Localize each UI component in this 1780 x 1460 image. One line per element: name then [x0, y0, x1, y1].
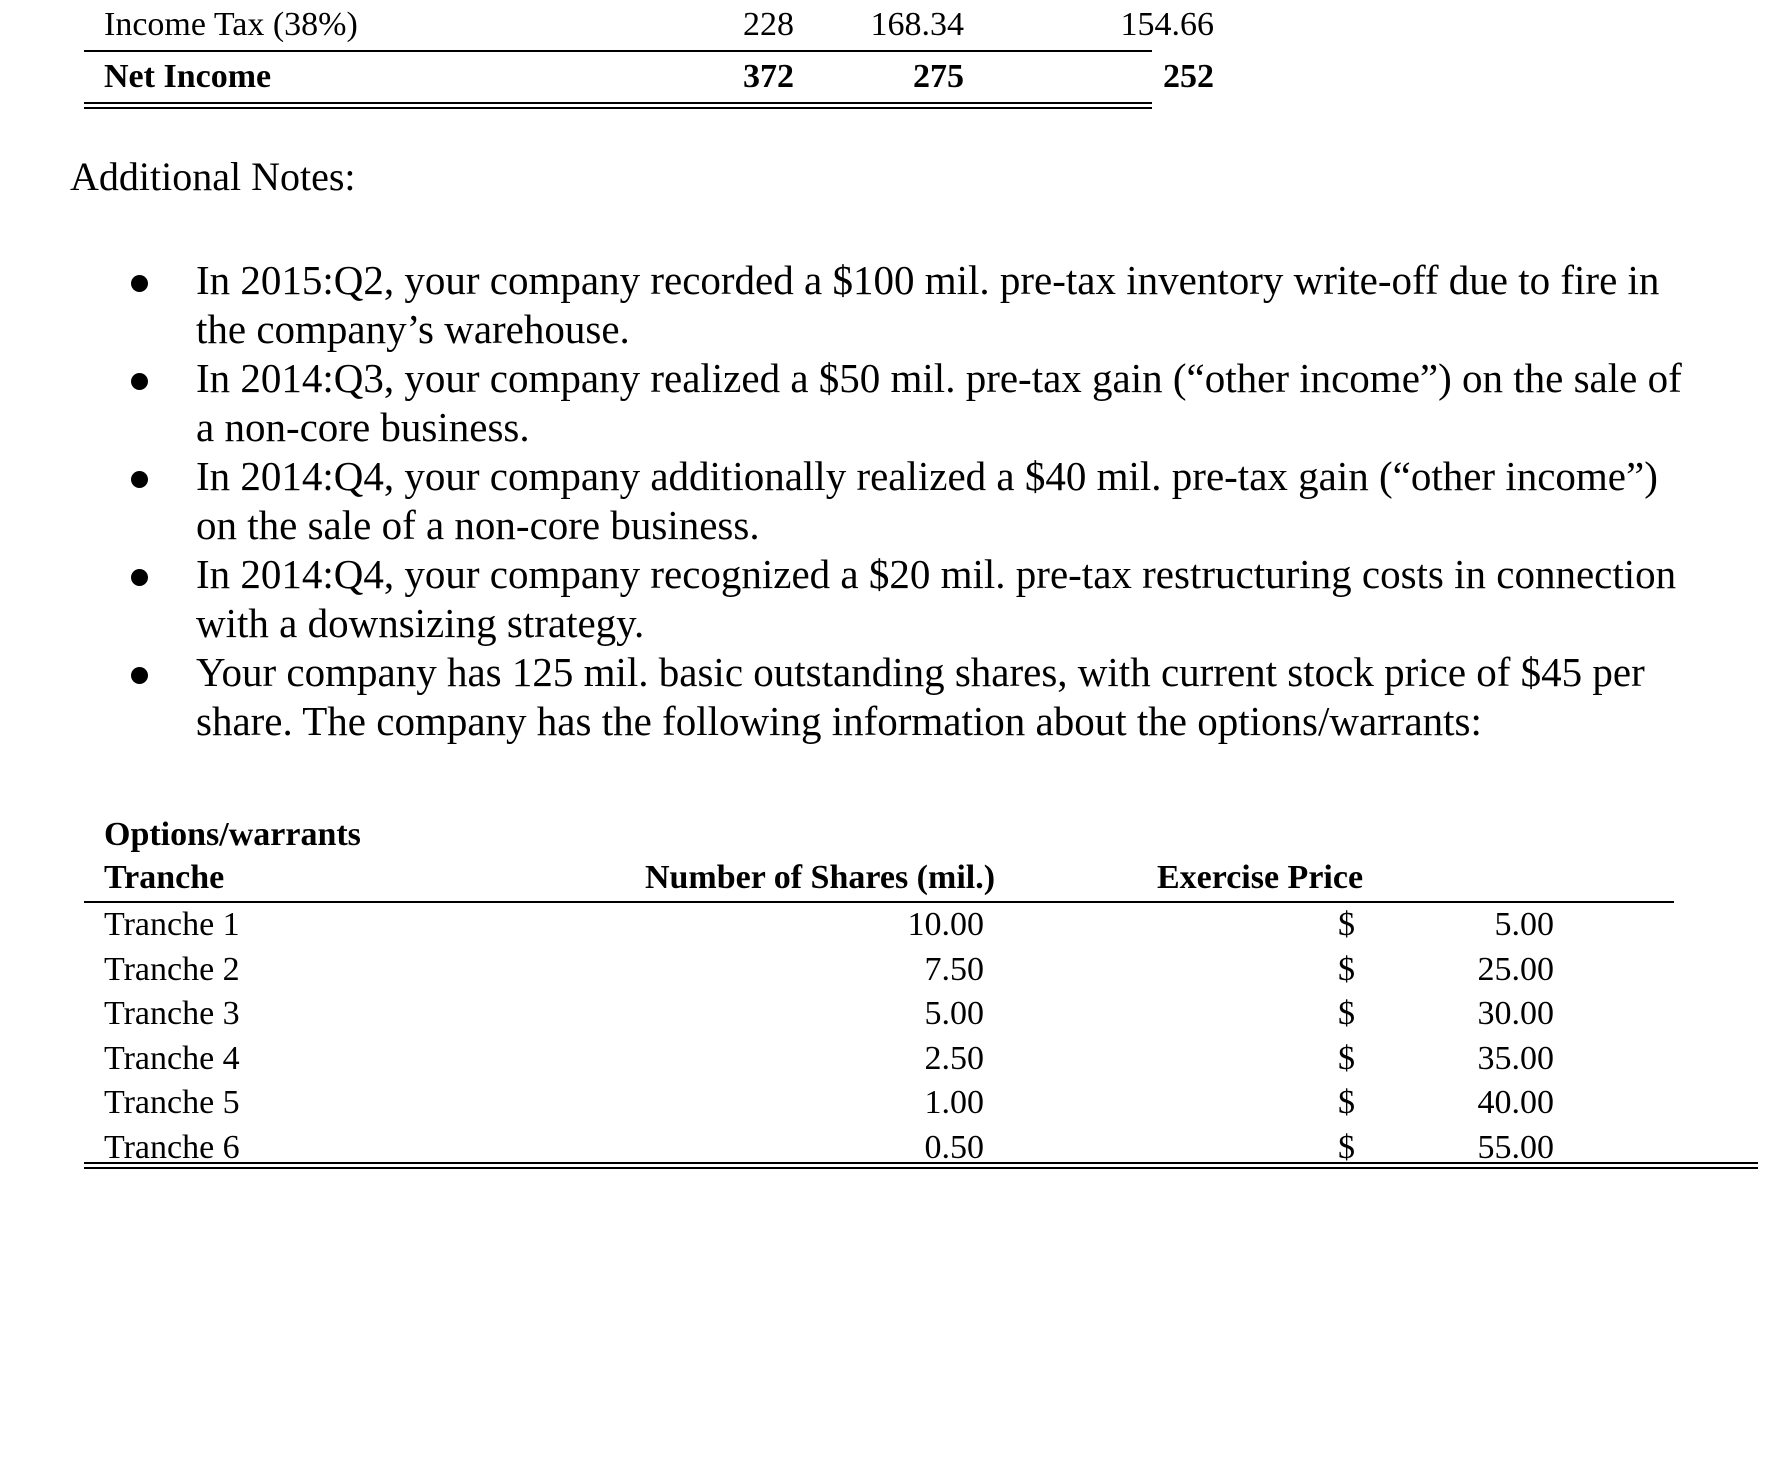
table-header-row	[84, 856, 1674, 903]
row-label: Income Tax (38%)	[104, 6, 358, 43]
bullet-icon	[131, 667, 148, 684]
price-cell: 30.00	[1477, 995, 1554, 1032]
price-cell: 25.00	[1477, 950, 1554, 988]
price-cell: 55.00	[1477, 1128, 1554, 1166]
cell-value: 275	[913, 58, 964, 95]
cell-value: 228	[743, 6, 794, 43]
price-cell: 40.00	[1477, 1084, 1554, 1121]
tranche-cell: Tranche 5	[104, 1084, 240, 1121]
tranche-cell: Tranche 1	[104, 906, 240, 943]
shares-cell: 7.50	[924, 950, 984, 988]
bullet-icon	[131, 275, 148, 292]
bullet-icon	[131, 373, 148, 390]
currency-symbol: $	[1338, 995, 1355, 1032]
shares-cell: 10.00	[907, 906, 984, 943]
income-statement-table	[84, 0, 1214, 109]
price-cell: 5.00	[1494, 906, 1554, 943]
table-row	[84, 992, 1674, 1037]
income-tax-row	[84, 0, 1214, 52]
currency-symbol: $	[1338, 906, 1355, 943]
currency-symbol: $	[1338, 1084, 1355, 1121]
note-item	[0, 354, 1696, 452]
price-cell: 35.00	[1477, 1039, 1554, 1077]
shares-cell: 0.50	[924, 1128, 984, 1166]
table-double-underline	[84, 1162, 1758, 1169]
tranche-cell: Tranche 6	[104, 1128, 240, 1166]
header-shares: Number of Shares (mil.)	[644, 859, 996, 896]
shares-cell: 5.00	[924, 995, 984, 1032]
note-item	[0, 256, 1696, 354]
cell-value: 168.34	[870, 6, 964, 43]
currency-symbol: $	[1338, 1128, 1355, 1166]
double-underline	[84, 102, 1152, 109]
note-text: In 2014:Q3, your company realized a $50 mil. pre-tax gain (“other income”) on the sale of a non-core business.	[196, 355, 1682, 450]
note-item	[0, 648, 1696, 746]
header-exercise-price: Exercise Price	[1156, 859, 1364, 896]
cell-value: 154.66	[1120, 6, 1214, 43]
net-income-row	[84, 52, 1214, 102]
shares-cell: 2.50	[924, 1039, 984, 1077]
table-row	[84, 1037, 1674, 1082]
row-label: Net Income	[104, 58, 272, 95]
note-item	[0, 550, 1696, 648]
table-row	[84, 948, 1674, 993]
note-text: In 2014:Q4, your company additionally realized a $40 mil. pre-tax gain (“other income”) on the sale of a non-core business.	[196, 453, 1658, 548]
currency-symbol: $	[1338, 1039, 1355, 1077]
cell-value: 252	[1163, 58, 1214, 95]
notes-heading: Additional Notes:	[70, 154, 356, 199]
cell-value: 372	[743, 58, 794, 95]
notes-list	[0, 256, 1780, 746]
tranche-cell: Tranche 3	[104, 995, 240, 1032]
bullet-icon	[131, 569, 148, 586]
table-row	[84, 903, 1674, 948]
header-tranche: Tranche	[104, 859, 225, 896]
note-text: In 2015:Q2, your company recorded a $100 mil. pre-tax inventory write-off due to fire in the company’s warehouse.	[196, 257, 1660, 352]
bullet-icon	[131, 471, 148, 488]
table-row	[84, 1081, 1674, 1126]
table-caption: Options/warrants	[104, 816, 361, 853]
currency-symbol: $	[1338, 950, 1355, 988]
note-item	[0, 452, 1696, 550]
table-body	[84, 903, 1674, 1170]
note-text: Your company has 125 mil. basic outstanding shares, with current stock price of $45 per share. The company has the following information about the options/warrants:	[196, 649, 1645, 744]
tranche-cell: Tranche 2	[104, 950, 240, 988]
note-text: In 2014:Q4, your company recognized a $20 mil. pre-tax restructuring costs in connection with a downsizing strategy.	[196, 551, 1677, 646]
shares-cell: 1.00	[924, 1084, 984, 1121]
tranche-cell: Tranche 4	[104, 1039, 240, 1077]
